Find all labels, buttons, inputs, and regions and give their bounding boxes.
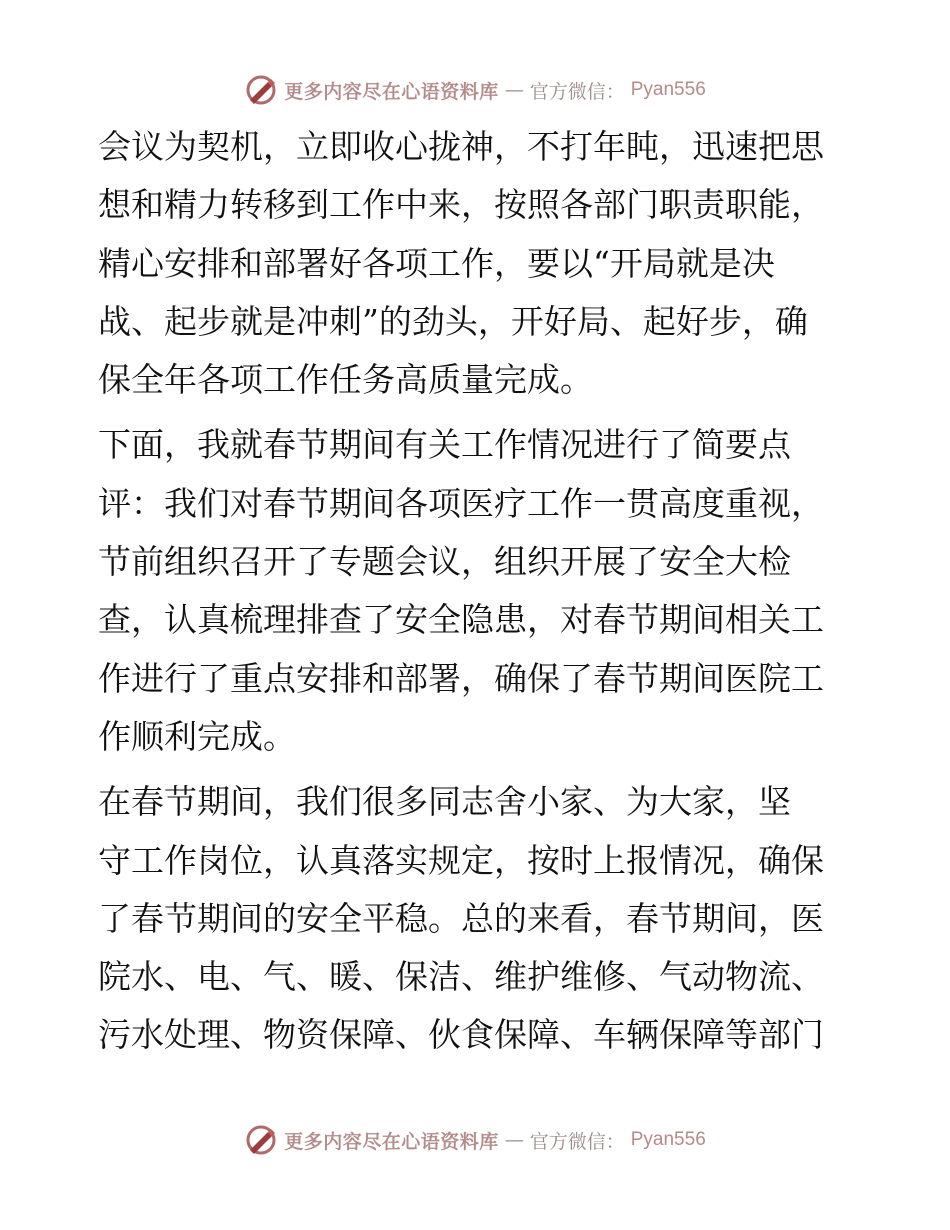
text-line: 守工作岗位，认真落实规定，按时上报情况，确保 xyxy=(98,840,824,880)
wechat-label: 官方微信： xyxy=(529,80,625,103)
wechat-label: 官方微信： xyxy=(529,1130,625,1153)
banner-dash: — xyxy=(504,79,524,101)
text-line: 精心安排和部署好各项工作，要以“开局就是决 xyxy=(98,243,775,283)
paragraph xyxy=(98,118,858,409)
text-line: 战、起步就是冲刺”的劲头，开好局、起好步，确 xyxy=(98,301,808,341)
text-line: 院水、电、气、暖、保洁、维护维修、气动物流、 xyxy=(98,957,824,997)
text-line: 在春节期间，我们很多同志舍小家、为大家，坚 xyxy=(98,782,791,822)
pen-circle-logo-icon xyxy=(244,1123,278,1157)
wechat-id: Pyan556 xyxy=(630,1129,706,1150)
footer-banner xyxy=(0,1120,950,1160)
text-line: 想和精力转移到工作中来，按照各部门职责职能， xyxy=(98,185,824,225)
text-line: 污水处理、物资保障、伙食保障、车辆保障等部门 xyxy=(98,1015,824,1055)
text-line: 作进行了重点安排和部署，确保了春节期间医院工 xyxy=(98,658,824,698)
paragraph xyxy=(98,416,858,766)
text-line: 保全年各项工作任务高质量完成。 xyxy=(98,360,593,400)
text-line: 节前组织召开了专题会议，组织开展了安全大检 xyxy=(98,542,791,582)
text-line: 查，认真梳理排查了安全隐患，对春节期间相关工 xyxy=(98,600,824,640)
text-line: 了春节期间的安全平稳。总的来看，春节期间，医 xyxy=(98,898,824,938)
paragraph xyxy=(98,773,858,1064)
text-line: 下面，我就春节期间有关工作情况进行了简要点 xyxy=(98,425,791,465)
pen-circle-logo-icon xyxy=(244,73,278,107)
text-line: 会议为契机，立即收心拢神，不打年盹，迅速把思 xyxy=(98,127,824,166)
banner-dash: — xyxy=(504,1129,524,1151)
document-body xyxy=(98,118,858,1065)
header-banner xyxy=(0,70,950,110)
text-line: 作顺利完成。 xyxy=(98,716,296,756)
wechat-id: Pyan556 xyxy=(630,79,706,100)
site-name: 更多内容尽在心语资料库 xyxy=(284,80,499,103)
text-line: 评：我们对春节期间各项医疗工作一贯高度重视， xyxy=(98,483,824,523)
site-name: 更多内容尽在心语资料库 xyxy=(284,1130,499,1153)
